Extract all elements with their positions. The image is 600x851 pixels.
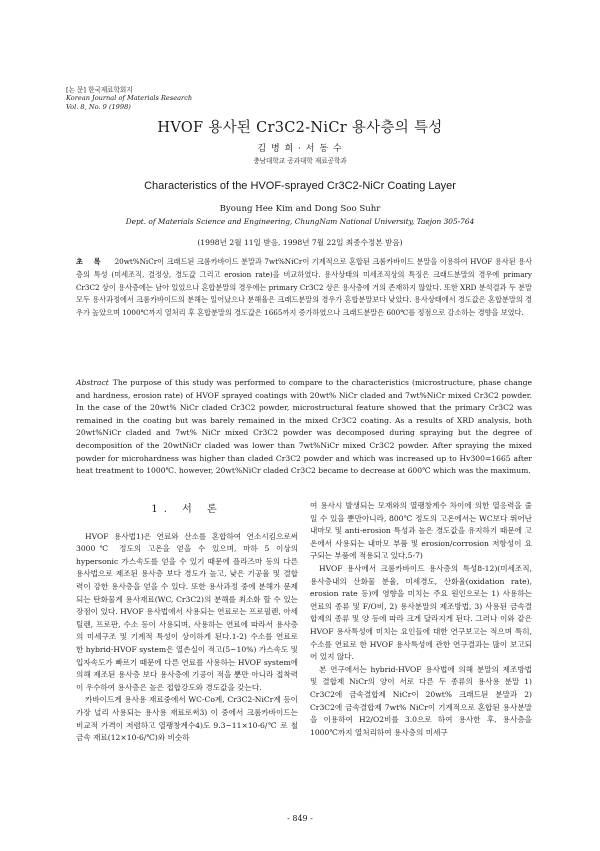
abstract-korean-label: 초 록 <box>76 257 105 266</box>
title-korean: HVOF 용사된 Cr3C2-NiCr 용사층의 특성 <box>157 120 443 136</box>
intro-paragraph: 여 용사시 발생되는 모재와의 열팽창계수 차이에 의한 열응력을 줄일 수 있을 뿐만아니라, 800℃ 정도의 고온에서는 WC보다 뛰어난 내마모 및 anti-erosion 특성과 높은 경도값을 유지하기 때문에 고온에서 사용되는 내마모 부품 및 erosion/corrosion 저항성이 요구되는 부품에 적용되고 있다.5-7) <box>310 501 532 561</box>
journal-header-line3: Vol. 8, No. 9 (1998) <box>66 102 131 111</box>
abstract-korean <box>76 256 532 320</box>
journal-header-line1: [논 문] 한국재료학회지 <box>66 86 133 94</box>
abstract-english-label: Abstract <box>76 378 109 387</box>
journal-header <box>66 86 192 111</box>
authors-korean: 김 병 희 · 서 동 수 <box>257 144 343 154</box>
abstract-english-text: The purpose of this study was performed to compare to the characteristics (microstructure, phase change and hardness, erosion rate) of HVOF sprayed coatings with 20wt% NiCr claded and 7wt%NiCr mixed Cr3C2 powder. In the case of the 20wt% NiCr claded Cr3C2 powder, microstructural feature showed that the primary Cr3C2 was remained in the coating but was barely remained in the mixed Cr3C2 coating. As a results of XRD analysis, both 20wt%NiCr claded and 7wt% NiCr mixed Cr3C2 powder was decomposed during spraying but the degree of decomposition of the 20wtNiCr claded was lower than 7wt%NiCr mixed Cr3C2 powder. After spraying the mixed powder for microhardness was higher than claded Cr3C2 powder and which was increased up to Hv300=1665 after heat treatment to 1000℃. however, 20wt%NiCr claded Cr3C2 became to decrease at 600℃ which was the maximum. <box>76 378 532 476</box>
intro-paragraph: 카바이드계 용사용 재료중에서 WC-Co계, Cr3C2-NiCr계 등이 가장 널리 사용되는 용사용 재료로써3) 이 중에서 크롬카바이드는 비교적 가격이 저렴하고 열팽창계수4)도 9.3~11×10-6/℃ 로 철금속 재료(12×10-6/℃)와 비슷하 <box>76 695 298 743</box>
affiliation-english: Dept. of Materials Science and Engineering, ChungNam National University, Taejon 305-764 <box>125 217 475 226</box>
section-title: 1. 서 론 <box>151 504 223 515</box>
abstract-english <box>76 377 532 478</box>
intro-paragraph: 본 연구에서는 hybrid-HVOF 용사법에 의해 분말의 제조방법 및 결합제 NiCr의 양이 서로 다른 두 종류의 용사용 분말 1) Cr3C2에 금속결합제 NiCr이 20wt% 크래드된 분말과 2) Cr3C2에 금속결합제 7wt% NiCr이 기계적으로 혼합된 용사분말을 이용하여 H2/O2비를 3.0으로 하여 용사한 후, 용사층을 1000℃까지 열처리하여 용사층의 미세구 <box>310 664 532 737</box>
intro-paragraph: HVOF 용사에서 크롬카바이드 용사층의 특성8-12)(미세조직, 용사층내의 산화물 분율, 미세경도, 산화율(oxidation rate), erosion rate 등)에 영향을 미치는 주요 원인으로는 1) 사용하는 연료의 종류 및 F/O비, 2) 용사분말의 제조방법, 3) 사용된 금속결합제의 종류 및 양 등에 따라 크게 달라지게 된다. 그러나 이와 같은 HVOF 용사특성에 미치는 요인들에 대한 연구보고는 적으며 특히, 수소를 연료로 한 HVOF 용사특성에 관한 연구결과는 많이 보고되어 있지 않다. <box>310 563 532 662</box>
right-column <box>310 500 532 739</box>
abstract-korean-text: 20wt%NiCr이 크래드된 크롬카바이드 분말과 7wt%NiCr이 기계적으로 혼합된 크롬카바이드 분말을 이용하여 HVOF 용사된 용사층의 특성 (미세조직, 결정상, 경도값 그리고 erosion rate)을 비교하였다. 용사상태의 미세조직상의 특징은 크래드분말의 경우에 primary Cr3C2 상이 용사층에는 남아 있었으나 혼합분말의 경우에는 primary Cr3C2 상은 용사층에 거의 존재하지 않았다. 또한 XRD 분석결과 두 분말 모두 용사과정에서 크롬카바이드의 분해는 일어났으나 분해율은 크래드분말의 경우가 혼합분말보다 낮았다. 용사상태에서 경도값은 혼합분말의 경우가 높았으며 1000℃까지 열처리 후 혼합분말의 경도값은 1665까지 증가하였으나 크래드분말은 600℃를 정점으로 감소하는 경향을 보였다. <box>76 257 532 318</box>
title-english: Characteristics of the HVOF-sprayed Cr3C2-NiCr Coating Layer <box>144 180 456 192</box>
authors-english: Byoung Hee Kim and Dong Soo Suhr <box>219 204 381 214</box>
affiliation-korean: 충남대학교 공과대학 재료공학과 <box>253 157 347 165</box>
intro-paragraph: HVOF 용사법1)은 연료와 산소를 혼합하여 연소시킴으로써 3000℃ 정도의 고온을 얻을 수 있으며, 마하 5 이상의 hypersonic 가스속도를 얻을 수 있기 때문에 플라즈마 등의 다른 용사법으로 제조된 용사층 보다 경도가 높고, 낮은 기공율 및 결합력이 강한 용사층을 얻을 수 있다. 또한 용사과정 중에 분해가 문제되는 탄화물계 용사재료(WC, Cr3C2)의 분해를 최소화 할 수 있는 장점이 있다. HVOF 용사법에서 사용되는 연료로는 프로필렌, 아세틸렌, 프로판, 수소 등이 사용되며, 사용하는 연료에 따라서 용사층의 미세구조 및 기계적 특성이 상이하게 된다.1-2) 수소를 연료로 한 hybrid-HVOF system은 열손실이 적고(5~10%) 가스속도 및 입자속도가 빠르기 때문에 다른 연료를 사용하는 HVOF system에 의해 제조된 용사층 보다 용사층에 기공이 적을 뿐만 아니라 접착력이 우수하여 용사층은 높은 접합강도와 경도값을 갖는다. <box>76 531 298 692</box>
received-dates: (1998년 2월 11일 받음, 1998년 7월 22일 최종수정본 받음) <box>197 238 403 247</box>
left-column <box>76 500 298 745</box>
journal-header-line2: Korean Journal of Materials Research <box>66 94 193 103</box>
page-number: - 849 - <box>287 814 313 823</box>
